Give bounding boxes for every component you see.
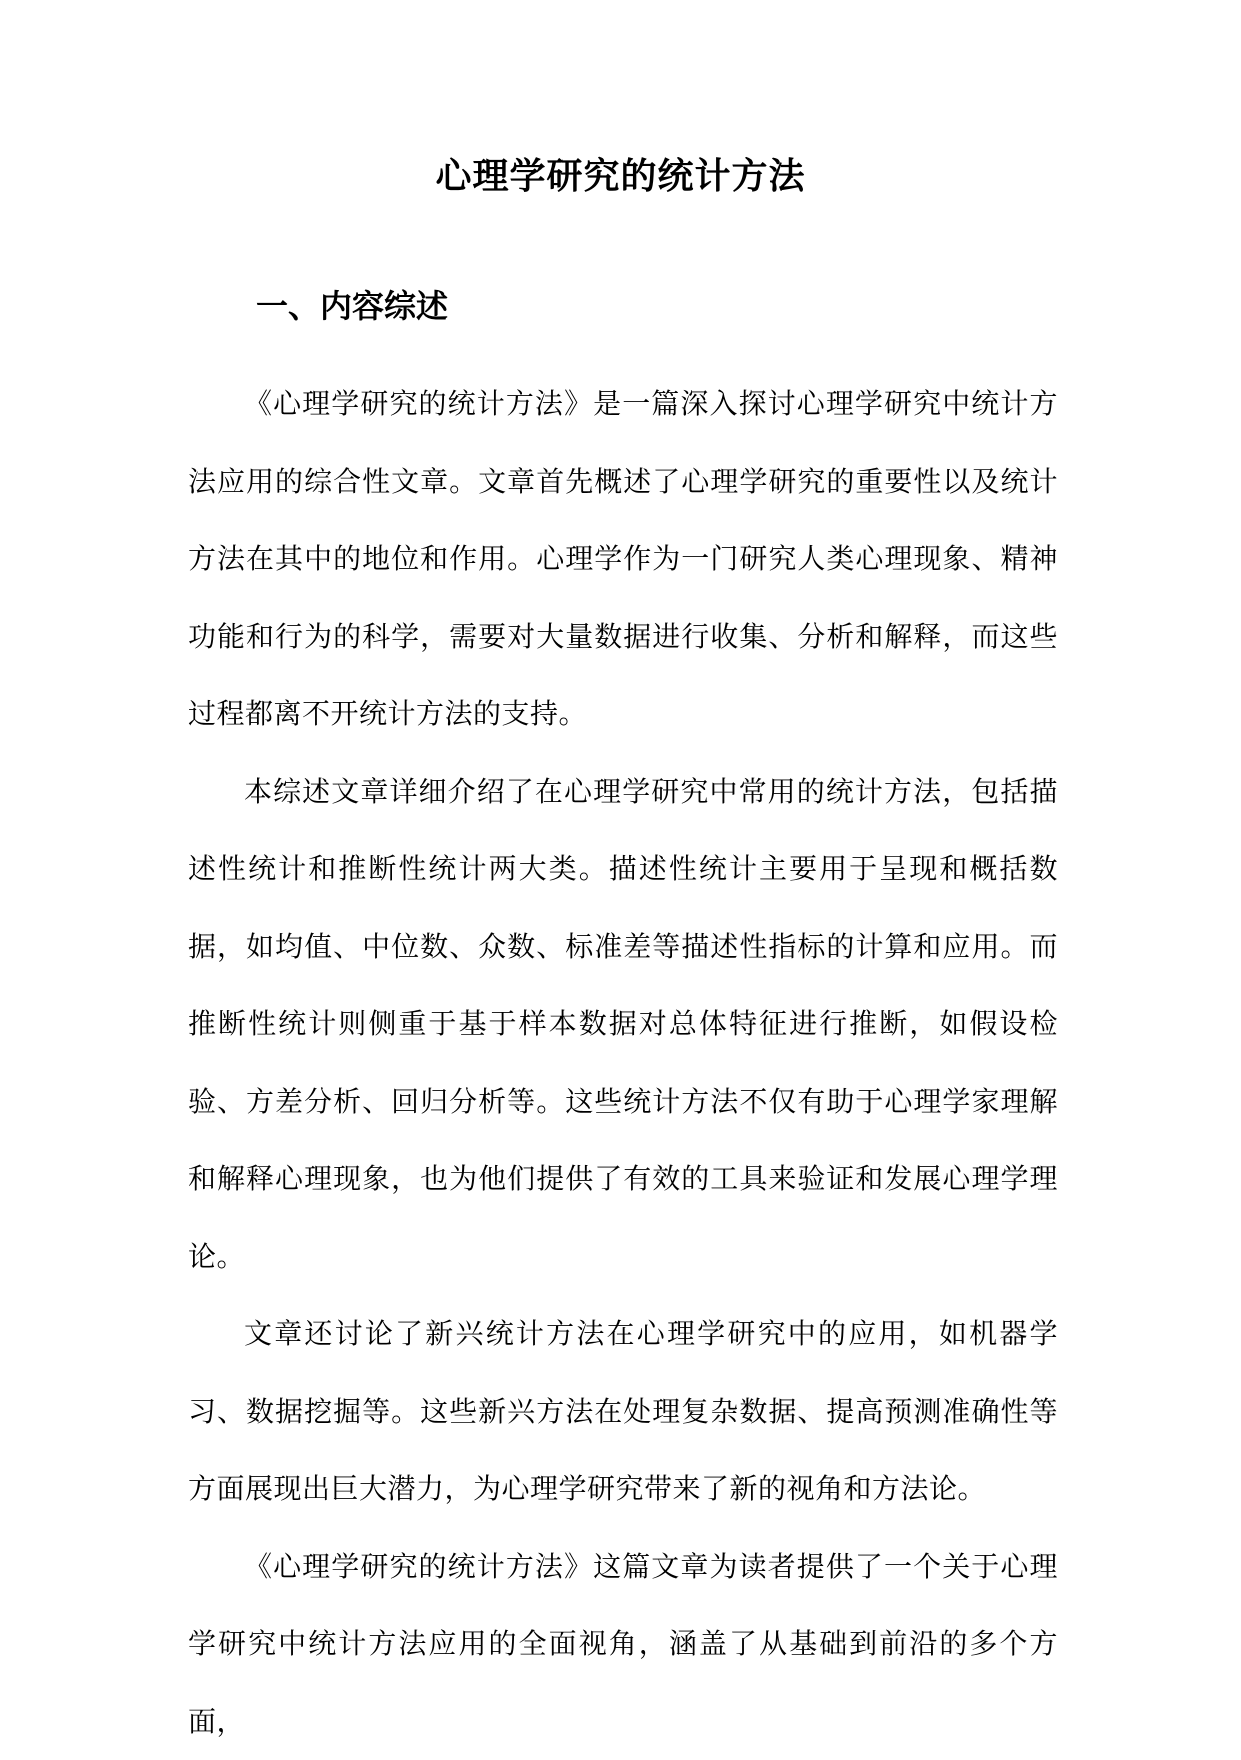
document-title: 心理学研究的统计方法 [0,152,1241,202]
paragraph-4: 《心理学研究的统计方法》这篇文章为读者提供了一个关于心理学研究中统计方法应用的全面视角，涵盖了从基础到前沿的多个方面， [188,1528,1058,1760]
paragraph-1: 《心理学研究的统计方法》是一篇深入探讨心理学研究中统计方法应用的综合性文章。文章首先概述了心理学研究的重要性以及统计方法在其中的地位和作用。心理学作为一门研究人类心理现象、精神功能和行为的科学，需要对大量数据进行收集、分析和解释，而这些过程都离不开统计方法的支持。 [188,365,1058,753]
section-body [188,365,1058,1760]
paragraph-3: 文章还讨论了新兴统计方法在心理学研究中的应用，如机器学习、数据挖掘等。这些新兴方法在处理复杂数据、提高预测准确性等方面展现出巨大潜力，为心理学研究带来了新的视角和方法论。 [188,1295,1058,1528]
paragraph-2: 本综述文章详细介绍了在心理学研究中常用的统计方法，包括描述性统计和推断性统计两大类。描述性统计主要用于呈现和概括数据，如均值、中位数、众数、标准差等描述性指标的计算和应用。而推断性统计则侧重于基于样本数据对总体特征进行推断，如假设检验、方差分析、回归分析等。这些统计方法不仅有助于心理学家理解和解释心理现象，也为他们提供了有效的工具来验证和发展心理学理论。 [188,753,1058,1296]
section-heading: 一、内容综述 [256,283,448,329]
